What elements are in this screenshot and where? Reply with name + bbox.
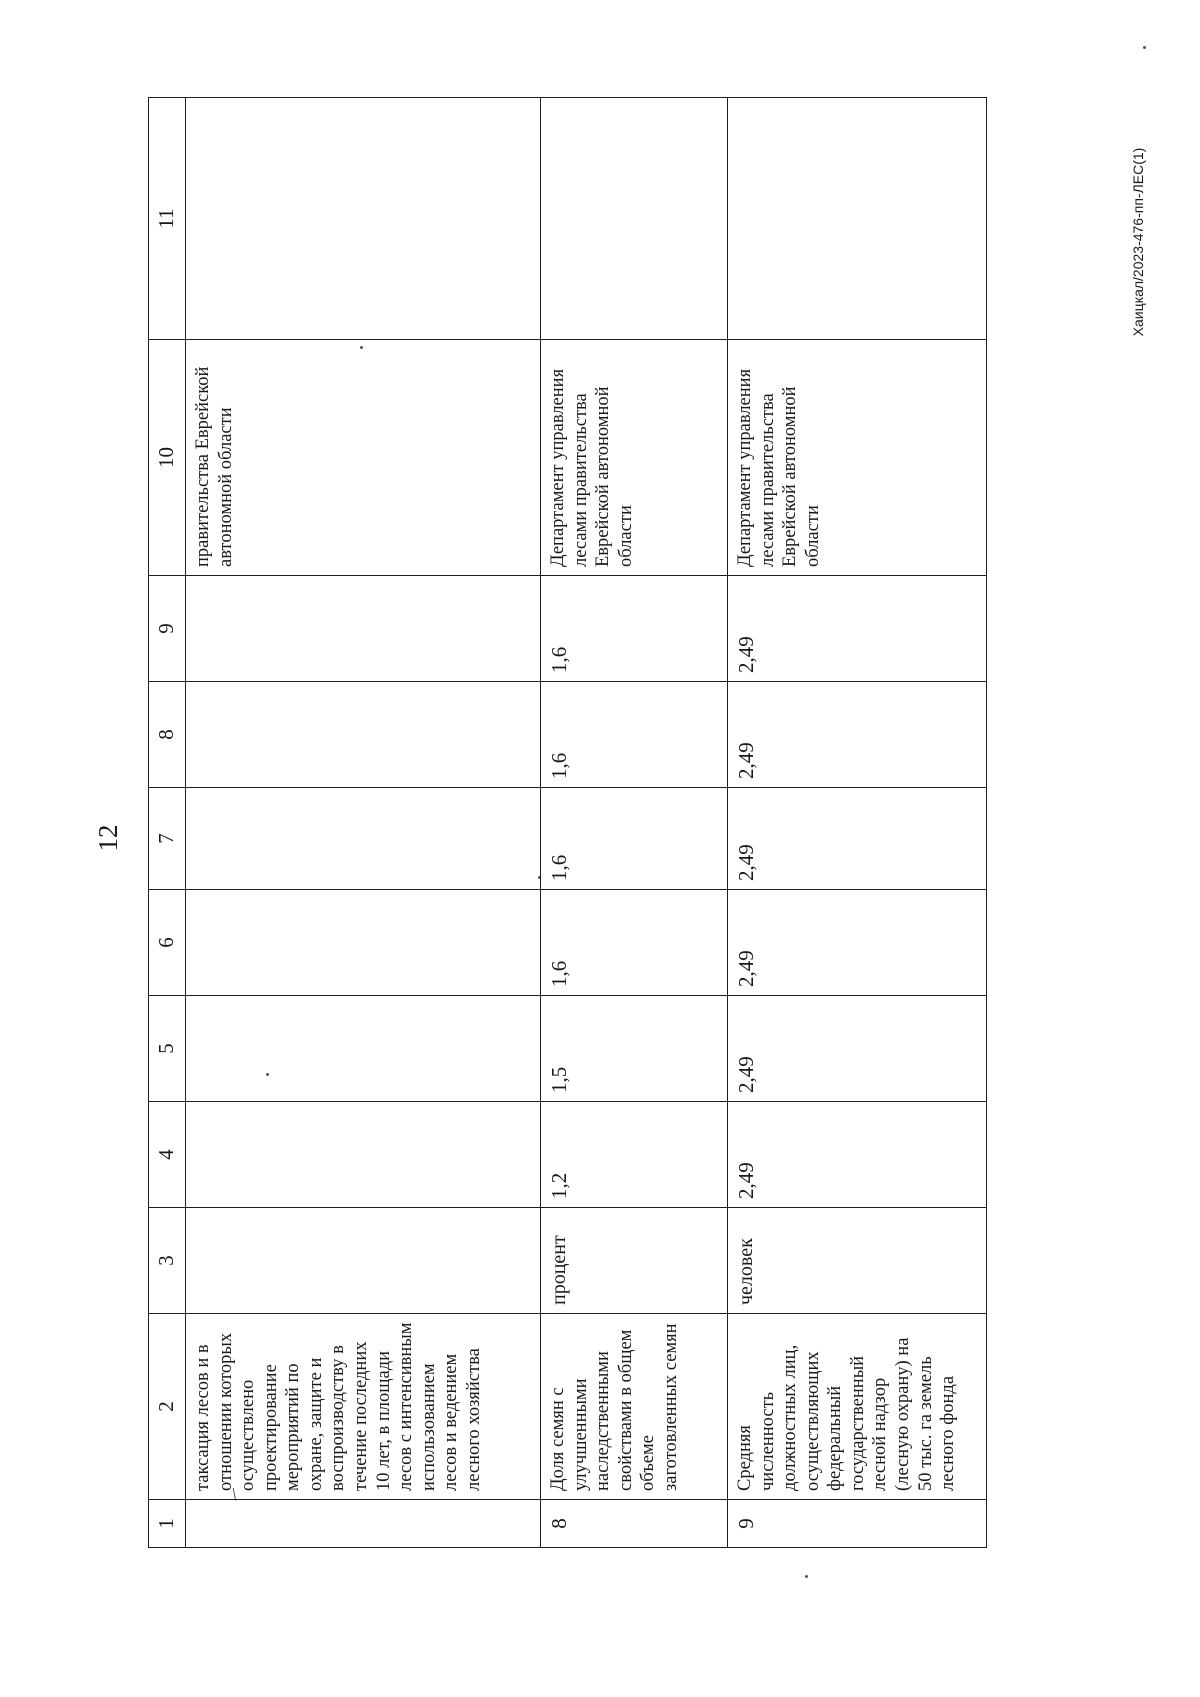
indicator-name-cell: Средняя численность должностных лиц, осуществляющих федеральный государственный лесной надзор (лесную охрану) на 50 тыс. га земель лесного фонда bbox=[728, 1314, 987, 1500]
responsible-cell: правительства Еврейской автономной области bbox=[186, 340, 541, 576]
header-cell-8: 8 bbox=[149, 682, 186, 788]
header-cell-7: 7 bbox=[149, 788, 186, 890]
responsible-cell: Департамент управления лесами правительства Еврейской автономной области bbox=[728, 340, 987, 576]
row-number-cell: 8 bbox=[541, 1500, 728, 1548]
value-cell-5 bbox=[186, 996, 541, 1102]
header-cell-5: 5 bbox=[149, 996, 186, 1102]
value-cell-8: 1,6 bbox=[541, 682, 728, 788]
value-cell-4: 2,49 bbox=[728, 1102, 987, 1208]
value-cell-9 bbox=[186, 576, 541, 682]
header-cell-3: 3 bbox=[149, 1208, 186, 1314]
value-cell-7: 2,49 bbox=[728, 788, 987, 890]
notes-cell bbox=[541, 98, 728, 340]
value-cell-5: 2,49 bbox=[728, 996, 987, 1102]
header-cell-4: 4 bbox=[149, 1102, 186, 1208]
page-number: 12 bbox=[93, 824, 123, 852]
header-cell-6: 6 bbox=[149, 890, 186, 996]
table-row bbox=[728, 98, 987, 1548]
unit-cell: процент bbox=[541, 1208, 728, 1314]
value-cell-9: 2,49 bbox=[728, 576, 987, 682]
indicator-name-cell: Доля семян с улучшенными наследственными свойствами в общем объеме заготовленных семян bbox=[541, 1314, 728, 1500]
notes-cell bbox=[186, 98, 541, 340]
value-cell-5: 1,5 bbox=[541, 996, 728, 1102]
table-row bbox=[541, 98, 728, 1548]
notes-cell bbox=[728, 98, 987, 340]
scan-speck bbox=[1143, 46, 1146, 49]
unit-cell bbox=[186, 1208, 541, 1314]
row-number-cell bbox=[186, 1500, 541, 1548]
value-cell-8: 2,49 bbox=[728, 682, 987, 788]
value-cell-7 bbox=[186, 788, 541, 890]
header-cell-9: 9 bbox=[149, 576, 186, 682]
document-code: Хаицкал/2023-476-пп-ЛЕС(1) bbox=[1130, 147, 1146, 337]
responsible-cell: Департамент управления лесами правительства Еврейской автономной области bbox=[541, 340, 728, 576]
header-cell-2: 2 bbox=[149, 1314, 186, 1500]
indicator-name-cell: таксация лесов и в отношении которых осуществлено проектирование мероприятий по охране, защите и воспроизводству в течение последних 10 лет, в площади лесов с интенсивным использованием лесов и ведением лесного хозяйства bbox=[186, 1314, 541, 1500]
scan-mark: / bbox=[227, 1484, 242, 1504]
value-cell-8 bbox=[186, 682, 541, 788]
value-cell-6: 1,6 bbox=[541, 890, 728, 996]
value-cell-6 bbox=[186, 890, 541, 996]
rotated-table-wrapper bbox=[148, 98, 978, 1548]
header-cell-10: 10 bbox=[149, 340, 186, 576]
value-cell-7: 1,6 bbox=[541, 788, 728, 890]
value-cell-4: 1,2 bbox=[541, 1102, 728, 1208]
scan-speck bbox=[805, 1575, 808, 1578]
value-cell-6: 2,49 bbox=[728, 890, 987, 996]
table-row bbox=[186, 98, 541, 1548]
header-row bbox=[149, 98, 186, 1548]
value-cell-4 bbox=[186, 1102, 541, 1208]
header-cell-1: 1 bbox=[149, 1500, 186, 1548]
unit-cell: человек bbox=[728, 1208, 987, 1314]
value-cell-9: 1,6 bbox=[541, 576, 728, 682]
row-number-cell: 9 bbox=[728, 1500, 987, 1548]
indicators-table bbox=[148, 97, 987, 1548]
header-cell-11: 11 bbox=[149, 98, 186, 340]
